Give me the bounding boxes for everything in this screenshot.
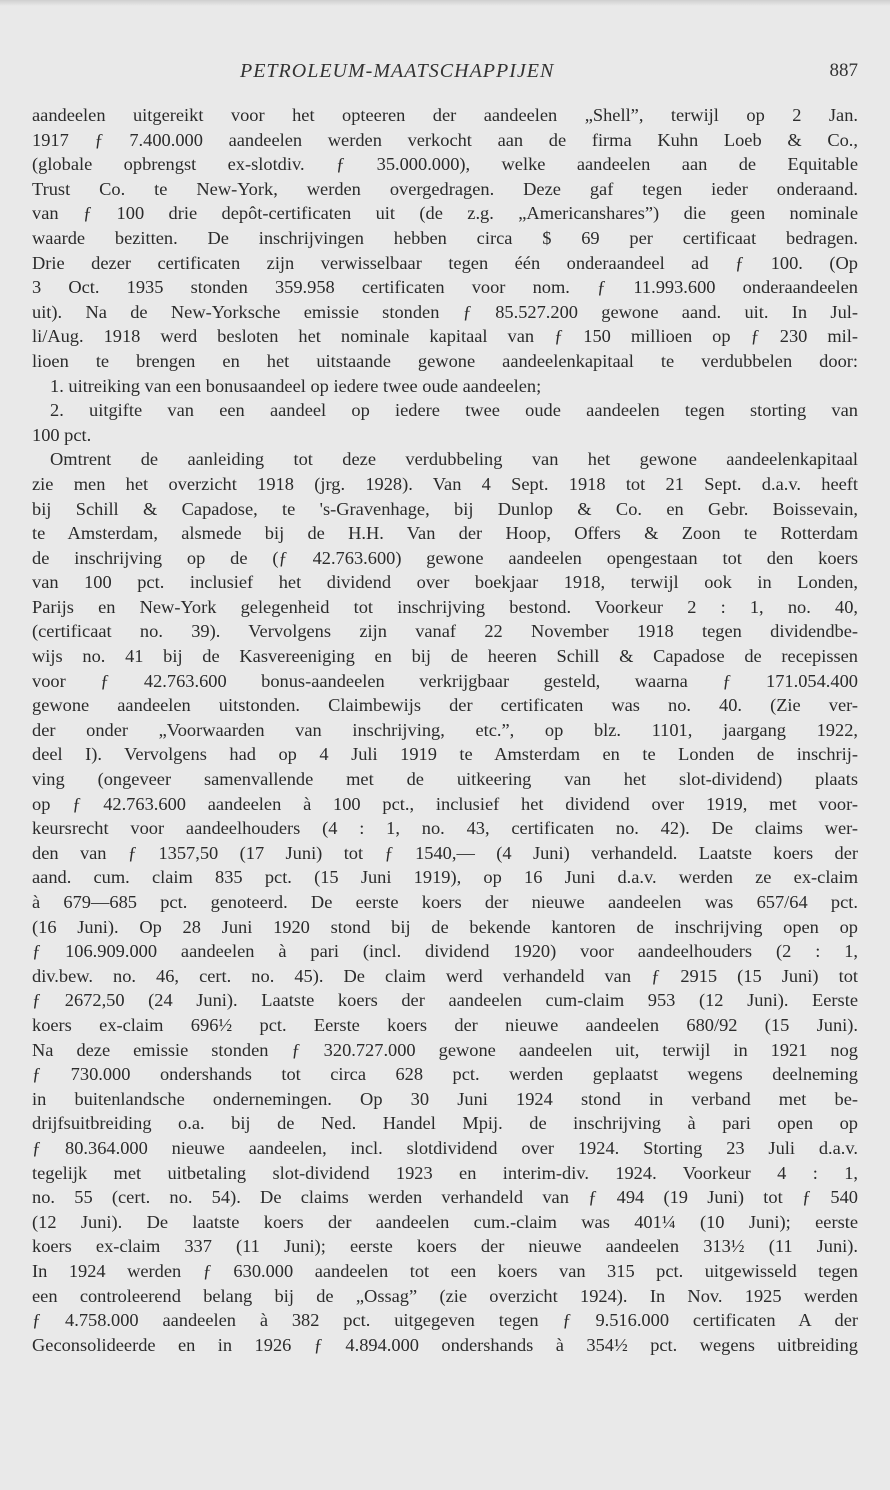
text-line: Parijs en New-York gelegenheid tot inschrijving bestond. Voorkeur 2 : 1, no. 40, [32,596,858,617]
paragraph-start: Omtrent de aanleiding tot deze verdubbeling van het gewone aandeelenkapitaal [50,449,858,470]
text-line: ving (ongeveer samenvallende met de uitkeering van het slot-dividend) plaats [32,769,858,790]
text-line: op ƒ 42.763.600 aandeelen à 100 pct., inclusief het dividend over 1919, met voor- [32,793,858,814]
text-line: aandeelen uitgereikt voor het opteeren der aandeelen „Shell”, terwijl op 2 Jan. [32,105,858,125]
text-line: ƒ 106.909.000 aandeelen à pari (incl. dividend 1920) voor aandeelhouders (2 : 1, [32,941,858,962]
page-number: 887 [829,60,858,81]
text-line: deel I). Vervolgens had op 4 Juli 1919 te Amsterdam en te Londen de inschrij- [32,744,858,765]
text-line: koers ex-claim 337 (11 Juni); eerste koers der nieuwe aandeelen 313½ (11 Juni). [32,1236,858,1257]
text-line: gewone aandeelen uitstonden. Claimbewijs der certificaten was no. 40. (Zie ver- [32,695,858,716]
list-item: 1. uitreiking van een bonusaandeel op iedere twee oude aandeelen; [50,375,542,396]
text-line: van 100 pct. inclusief het dividend over boekjaar 1918, terwijl ook in Londen, [32,572,858,593]
text-line: (12 Juni). De laatste koers der aandeelen cum.-claim was 401¼ (10 Juni); eerste [32,1211,858,1232]
text-line: Geconsolideerde en in 1926 ƒ 4.894.000 ondershands à 354½ pct. wegens uitbreiding [32,1334,858,1355]
text-line: waarde bezitten. De inschrijvingen hebben circa $ 69 per certificaat bedragen. [32,227,858,248]
text-line: Na deze emissie stonden ƒ 320.727.000 gewone aandeelen uit, terwijl in 1921 nog [32,1039,858,1060]
text-line: (certificaat no. 39). Vervolgens zijn vanaf 22 November 1918 tegen dividendbe- [32,621,858,642]
text-line: Drie dezer certificaten zijn verwisselbaar tegen één onderaandeel ad ƒ 100. (Op [32,252,858,273]
text-line: te Amsterdam, alsmede bij de H.H. Van der Hoop, Offers & Zoon te Rotterdam [32,523,858,544]
text-line: in buitenlandsche ondernemingen. Op 30 Juni 1924 stond in verband met be- [32,1088,858,1109]
text-line: zie men het overzicht 1918 (jrg. 1928). Van 4 Sept. 1918 tot 21 Sept. d.a.v. heeft [32,473,858,494]
text-line: den van ƒ 1357,50 (17 Juni) tot ƒ 1540,— (4 Juni) verhandeld. Laatste koers der [32,842,858,863]
body-text [32,103,858,1357]
text-line: à 679—685 pct. genoteerd. De eerste koers der nieuwe aandeelen was 657/64 pct. [32,892,858,912]
text-line: 3 Oct. 1935 stonden 359.958 certificaten voor nom. ƒ 11.993.600 onderaandeelen [32,277,858,298]
page-header [32,60,858,86]
text-line: div.bew. no. 46, cert. no. 45). De claim werd verhandeld van ƒ 2915 (15 Juni) tot [32,965,858,986]
text-line: ƒ 2672,50 (24 Juni). Laatste koers der aandeelen cum-claim 953 (12 Juni). Eerste [32,990,858,1011]
text-line: keursrecht voor aandeelhouders (4 : 1, no. 43, certificaten no. 42). De claims wer- [32,818,858,839]
text-line: aand. cum. claim 835 pct. (15 Juni 1919), op 16 Juni d.a.v. werden ze ex-claim [32,867,858,888]
text-line: voor ƒ 42.763.600 bonus-aandeelen verkrijgbaar gesteld, waarna ƒ 171.054.400 [32,670,858,691]
page-top-edge [0,0,890,6]
text-line: li/Aug. 1918 werd besloten het nominale kapitaal van ƒ 150 millioen op ƒ 230 mil- [32,326,858,347]
text-line: uit). Na de New-Yorksche emissie stonden ƒ 85.527.200 gewone aand. uit. In Jul- [32,301,858,322]
text-line: wijs no. 41 bij de Kasvereeniging en bij de heeren Schill & Capadose de recepissen [32,646,858,667]
text-line: bij Schill & Capadose, te 's-Gravenhage, bij Dunlop & Co. en Gebr. Boissevain, [32,498,858,519]
text-line: (16 Juni). Op 28 Juni 1920 stond bij de bekende kantoren de inschrijving open op [32,916,858,937]
running-title: PETROLEUM-MAATSCHAPPIJEN [240,60,555,82]
text-line: lioen te brengen en het uitstaande gewone aandeelenkapitaal te verdubbelen door: [32,350,858,371]
text-line: van ƒ 100 drie depôt-certificaten uit (de z.g. „Americanshares”) die geen nominale [32,203,858,224]
text-line: een controleerend belang bij de „Ossag” (zie overzicht 1924). In Nov. 1925 werden [32,1285,858,1306]
text-line: ƒ 4.758.000 aandeelen à 382 pct. uitgegeven tegen ƒ 9.516.000 certificaten A der [32,1310,858,1331]
text-line: 1917 ƒ 7.400.000 aandeelen werden verkocht aan de firma Kuhn Loeb & Co., [32,129,858,150]
text-line: koers ex-claim 696½ pct. Eerste koers der nieuwe aandeelen 680/92 (15 Juni). [32,1014,858,1035]
text-line: Trust Co. te New-York, werden overgedragen. Deze gaf tegen ieder onderaand. [32,178,858,199]
text-line: 100 pct. [32,424,92,445]
text-line: (globale opbrengst ex-slotdiv. ƒ 35.000.000), welke aandeelen aan de Equitable [32,154,858,175]
text-line: de inschrijving op de (ƒ 42.763.600) gewone aandeelen opengestaan tot den koers [32,547,858,568]
text-line: tegelijk met uitbetaling slot-dividend 1923 en interim-div. 1924. Voorkeur 4 : 1, [32,1162,858,1183]
text-line: ƒ 730.000 ondershands tot circa 628 pct. werden geplaatst wegens deelneming [32,1064,858,1085]
text-line: ƒ 80.364.000 nieuwe aandeelen, incl. slotdividend over 1924. Storting 23 Juli d.a.v. [32,1137,858,1158]
text-line: der onder „Voorwaarden van inschrijving, etc.”, op blz. 1101, jaargang 1922, [32,719,858,740]
text-line: drijfsuitbreiding o.a. bij de Ned. Handel Mpij. de inschrijving à pari open op [32,1113,858,1134]
text-line: In 1924 werden ƒ 630.000 aandeelen tot een koers van 315 pct. uitgewisseld tegen [32,1260,858,1281]
text-line: no. 55 (cert. no. 54). De claims werden verhandeld van ƒ 494 (19 Juni) tot ƒ 540 [32,1187,858,1208]
list-item: 2. uitgifte van een aandeel op iedere twee oude aandeelen tegen storting van [50,400,858,421]
